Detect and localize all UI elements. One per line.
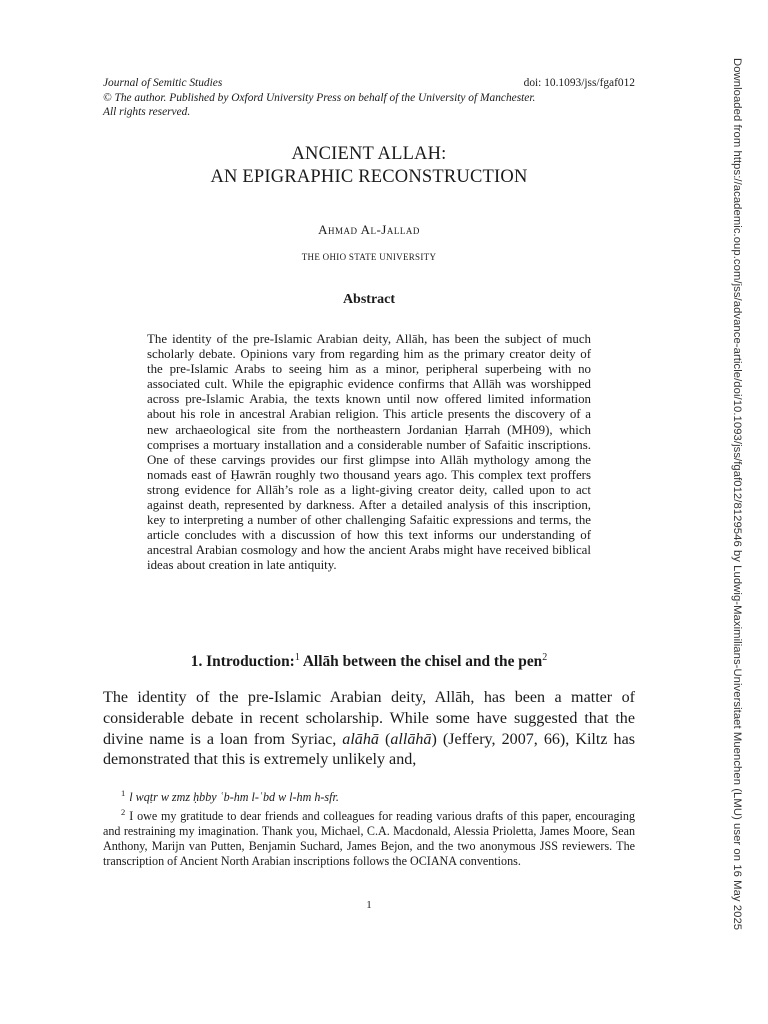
footnote-1-text: l wqṭr w zmz ḥbby ʿb-hm l-ʿbd w l-hm h-sfr. — [129, 790, 339, 805]
intro-text-1: The identity of the pre-Islamic Arabian deity, Allāh, has been a matter of considerable debate in recent scholarship. While some have suggested that the divine name is a loan from Syriac, — [103, 689, 635, 748]
journal-name: Journal of Semitic Studies — [103, 77, 223, 89]
section-label: Introduction: — [206, 653, 295, 671]
intro-text-3: ) (Jeffery, 2007, 66), Kiltz has demonstrated that this is extremely unlikely and, — [103, 730, 635, 769]
term-alaha: alāhā — [342, 730, 379, 748]
footnote-ref-2[interactable]: 2 — [542, 652, 548, 663]
download-notice-text: Downloaded from https://academic.oup.com/jss/advance-article/doi/10.1093/jss/fgaf012/8129546 by Ludwig-Maximilians-Universitaet Muenchen (LMU) user on 16 May 2025 — [731, 58, 743, 931]
footnote-1-number: 1 — [121, 788, 126, 798]
page-number: 1 — [366, 899, 372, 911]
section-heading — [103, 652, 635, 671]
author-name: Ahmad Al-Jallad — [318, 222, 420, 237]
rights-line: All rights reserved. — [103, 106, 191, 118]
footnotes — [103, 786, 635, 869]
footnote-2 — [103, 805, 635, 869]
journal-header — [103, 76, 635, 120]
author-affiliation: THE OHIO STATE UNIVERSITY — [301, 252, 437, 262]
section-number: 1. — [190, 653, 203, 671]
intro-text-2: ( — [378, 730, 391, 748]
abstract-text: The identity of the pre-Islamic Arabian deity, Allāh, has been the subject of much scholarly debate. Opinions vary from regarding him as the primary creator deity of the pre-Islamic Arabs to seeing him as a minor, peripheral superbeing with no associated cult. While the epigraphic evidence confirms that Allāh was worshipped across pre-Islamic Arabia, the texts known until now offered limited information about his role in ancestral Arabian religion. This article presents the discovery of a new archaeological site from the northeastern Jordanian Ḥarrah (MH09), which comprises a mortuary installation and a considerable number of Safaitic inscriptions. One of these carvings provides our first glimpse into Allāh mythology among the nomads east of Ḥawrān roughly two thousand years ago. This complex text proffers strong evidence for Allāh’s role as a light-giving creator deity, called upon to act against death, represented by darkness. After a detailed analysis of this inscription, key to interpreting a number of other challenging Safaitic expressions and terms, the article concludes with a discussion of how this text informs our understanding of ancestral Arabian cosmology and how the ancient Arabs might have received biblical ideas about creation in late antiquity. — [147, 332, 591, 573]
title-line-1: ANCIENT ALLAH: — [291, 144, 447, 164]
copyright-line: © The author. Published by Oxford University Press on behalf of the University of Manchester. — [103, 91, 536, 104]
intro-paragraph — [103, 688, 635, 771]
footnote-2-text: I owe my gratitude to dear friends and colleagues for reading various drafts of this paper, encouraging and restraining my imagination. Thank you, Michael, C.A. Macdonald, Alessia Prioletta, James Moore, Sean Anthony, Marijn van Putten, Benjamin Suchard, James Bejon, and the two anonymous JSS reviewers. The transcription of Ancient North Arabian inscriptions follows the OCIANA conventions. — [103, 809, 635, 869]
footnote-2-number: 2 — [121, 807, 126, 818]
download-notice — [731, 58, 751, 958]
title-line-2: AN EPIGRAPHIC RECONSTRUCTION — [210, 167, 528, 187]
footnote-ref-1[interactable]: 1 — [294, 652, 300, 663]
footnote-1 — [103, 786, 635, 805]
term-allaha: allāhā — [390, 730, 432, 748]
abstract-heading: Abstract — [342, 292, 396, 307]
article-title — [103, 143, 635, 189]
section-subtitle: Allāh between the chisel and the pen — [302, 653, 543, 671]
doi-link[interactable]: doi: 10.1093/jss/fgaf012 — [523, 77, 635, 89]
